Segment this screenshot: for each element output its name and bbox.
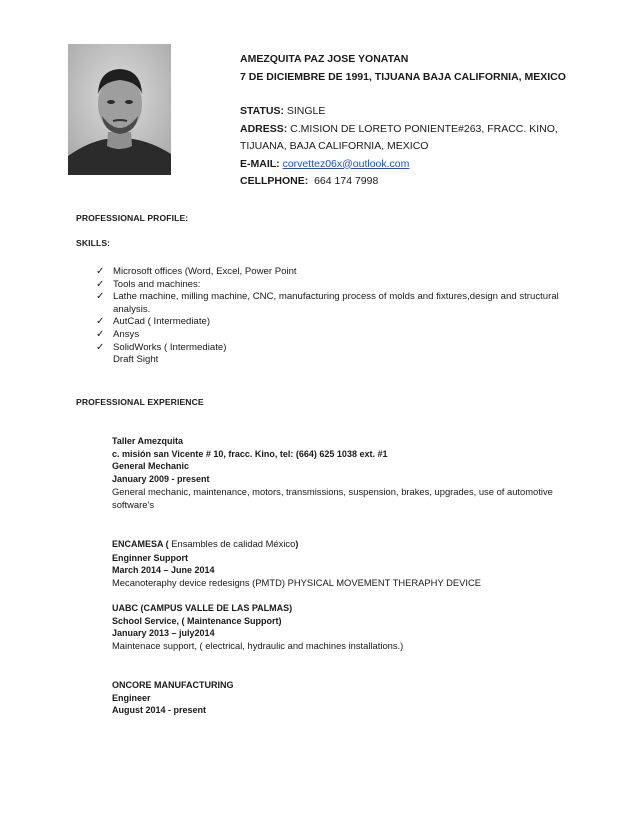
list-item: ✓ Microsoft offices (Word, Excel, Power Point bbox=[96, 266, 297, 277]
check-mark-icon: ✓ bbox=[96, 278, 105, 290]
address-value: C.MISION DE LORETO PONIENTE#263, FRACC. KINO, bbox=[287, 122, 558, 135]
list-item: ✓ SolidWorks ( Intermediate) bbox=[96, 341, 227, 353]
job-address: c. misión san Vicente # 10, fracc. Kino, tel: (664) 625 1038 ext. #1 bbox=[112, 448, 388, 459]
job-company: UABC (CAMPUS VALLE DE LAS PALMAS) bbox=[112, 603, 293, 613]
email-line bbox=[240, 156, 566, 174]
phone-line bbox=[240, 173, 566, 191]
status-value: SINGLE bbox=[283, 105, 326, 117]
full-name: AMEZQUITA PAZ JOSE YONATAN bbox=[240, 53, 409, 65]
phone-label: CELLPHONE: bbox=[240, 175, 309, 187]
contact-header bbox=[240, 51, 566, 191]
section-profile: PROFESSIONAL PROFILE: bbox=[76, 213, 189, 223]
address-label: ADRESS: bbox=[240, 122, 288, 135]
check-mark-icon: ✓ bbox=[96, 341, 105, 353]
job-entry-3 bbox=[112, 602, 567, 653]
list-item: ✓ Ansys bbox=[96, 328, 140, 340]
job-company: ONCORE MANUFACTURING bbox=[112, 680, 234, 690]
job-dates: August 2014 - present bbox=[112, 705, 207, 716]
section-skills: SKILLS: bbox=[76, 238, 111, 248]
job-dates: March 2014 – June 2014 bbox=[112, 565, 215, 576]
job-description: Maintenace support, ( electrical, hydraulic and machines installations.) bbox=[112, 640, 404, 652]
phone-value: 664 174 7998 bbox=[314, 175, 379, 187]
job-entry-2 bbox=[112, 538, 567, 590]
skills-list bbox=[96, 266, 566, 367]
list-item-extra: Draft Sight bbox=[113, 354, 159, 366]
job-company: ENCAMESA ( Ensambles de calidad México) bbox=[112, 538, 299, 549]
job-dates: January 2013 – july2014 bbox=[112, 628, 215, 639]
address-line bbox=[240, 121, 566, 139]
check-mark-icon: ✓ bbox=[96, 291, 105, 303]
address-line-2: TIJUANA, BAJA CALIFORNIA, MEXICO bbox=[240, 140, 429, 152]
birth-info: 7 DE DICIEMBRE DE 1991, TIJUANA BAJA CALIFORNIA, MEXICO bbox=[240, 70, 566, 83]
section-experience: PROFESSIONAL EXPERIENCE bbox=[76, 397, 204, 407]
job-entry-1 bbox=[112, 435, 567, 511]
check-mark-icon: ✓ bbox=[96, 316, 105, 328]
job-description: Mecanoteraphy device redesigns (PMTD) PHYSICAL MOVEMENT THERAPHY DEVICE bbox=[112, 577, 482, 589]
list-item: ✓ AutCad ( Intermediate) bbox=[96, 316, 211, 328]
job-entry-4 bbox=[112, 679, 567, 717]
job-dates: January 2009 - present bbox=[112, 474, 210, 485]
job-role: General Mechanic bbox=[112, 461, 190, 472]
list-item: ✓ Tools and machines: bbox=[96, 278, 201, 290]
status-label: STATUS: bbox=[240, 105, 284, 117]
portrait-photo bbox=[68, 44, 171, 175]
email-label: E-MAIL: bbox=[240, 157, 280, 170]
job-description: General mechanic, maintenance, motors, transmissions, suspension, brakes, upgrades, use of automotive software’s bbox=[112, 485, 553, 510]
status-line bbox=[240, 103, 566, 121]
job-company: Taller Amezquita bbox=[112, 436, 184, 446]
job-role: School Service, ( Maintenance Support) bbox=[112, 615, 282, 626]
check-mark-icon: ✓ bbox=[96, 328, 105, 340]
list-item: ✓ Lathe machine, milling machine, CNC, manufacturing process of molds and fixtures,design and structural analysis. bbox=[96, 291, 559, 315]
check-mark-icon: ✓ bbox=[96, 266, 105, 277]
job-role: Enginner Support bbox=[112, 552, 188, 563]
email-link[interactable]: corvettez06x@outlook.com bbox=[282, 157, 410, 170]
portrait-illustration bbox=[68, 44, 171, 175]
job-role: Engineer bbox=[112, 692, 151, 703]
